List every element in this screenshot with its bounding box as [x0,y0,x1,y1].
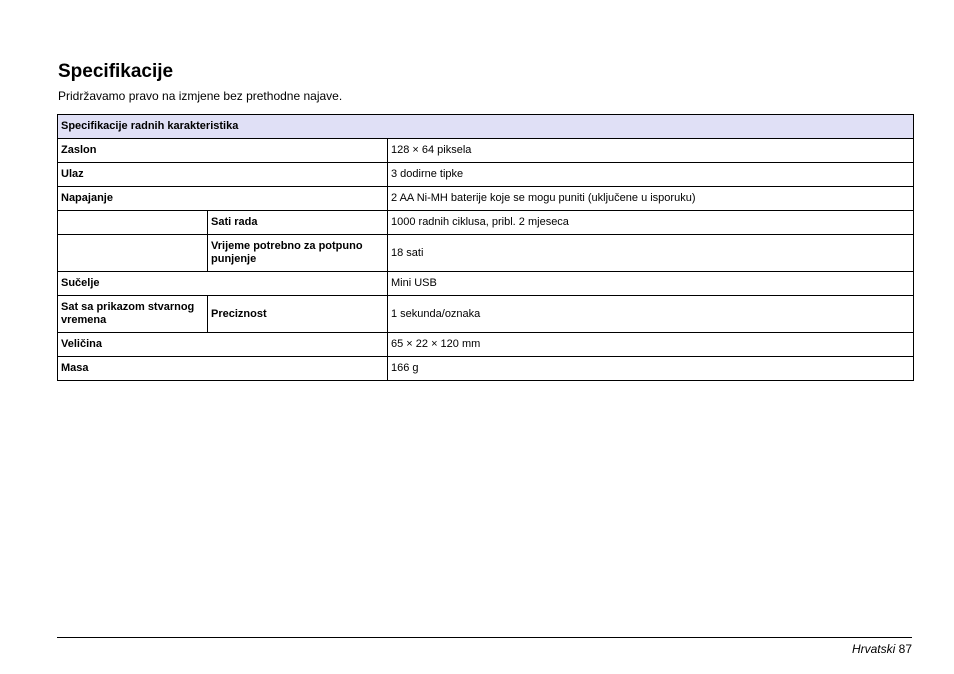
row-label: Masa [58,357,388,381]
footer-page-number: 87 [898,642,912,656]
empty-cell [58,235,208,272]
row-value: 1000 radnih ciklusa, pribl. 2 mjeseca [388,211,914,235]
row-label: Sučelje [58,272,388,296]
table-row [58,163,914,187]
table-row [58,333,914,357]
row-value: 1 sekunda/oznaka [388,296,914,333]
footer-divider [57,637,912,638]
table-header: Specifikacije radnih karakteristika [58,115,914,139]
row-value: Mini USB [388,272,914,296]
row-label: Veličina [58,333,388,357]
page-title: Specifikacije [58,61,174,82]
row-sublabel: Vrijeme potrebno za potpuno punjenje [208,235,388,272]
row-label: Sat sa prikazom stvarnog vremena [58,296,208,333]
row-label: Napajanje [58,187,388,211]
table-row [58,187,914,211]
row-value: 166 g [388,357,914,381]
spec-table [57,114,914,381]
row-value: 128 × 64 piksela [388,139,914,163]
table-row [58,357,914,381]
row-sublabel: Sati rada [208,211,388,235]
row-value: 3 dodirne tipke [388,163,914,187]
row-value: 18 sati [388,235,914,272]
empty-cell [58,211,208,235]
table-row [58,211,914,235]
row-label: Zaslon [58,139,388,163]
table-row [58,296,914,333]
row-value: 2 AA Ni-MH baterije koje se mogu puniti (uključene u isporuku) [388,187,914,211]
row-label: Ulaz [58,163,388,187]
page-subtitle: Pridržavamo pravo na izmjene bez prethodne najave. [58,89,343,103]
table-header-row [58,115,914,139]
footer-language: Hrvatski [851,642,896,656]
row-sublabel: Preciznost [208,296,388,333]
table-row [58,139,914,163]
table-row [58,272,914,296]
row-value: 65 × 22 × 120 mm [388,333,914,357]
table-row [58,235,914,272]
page-footer [852,642,912,656]
